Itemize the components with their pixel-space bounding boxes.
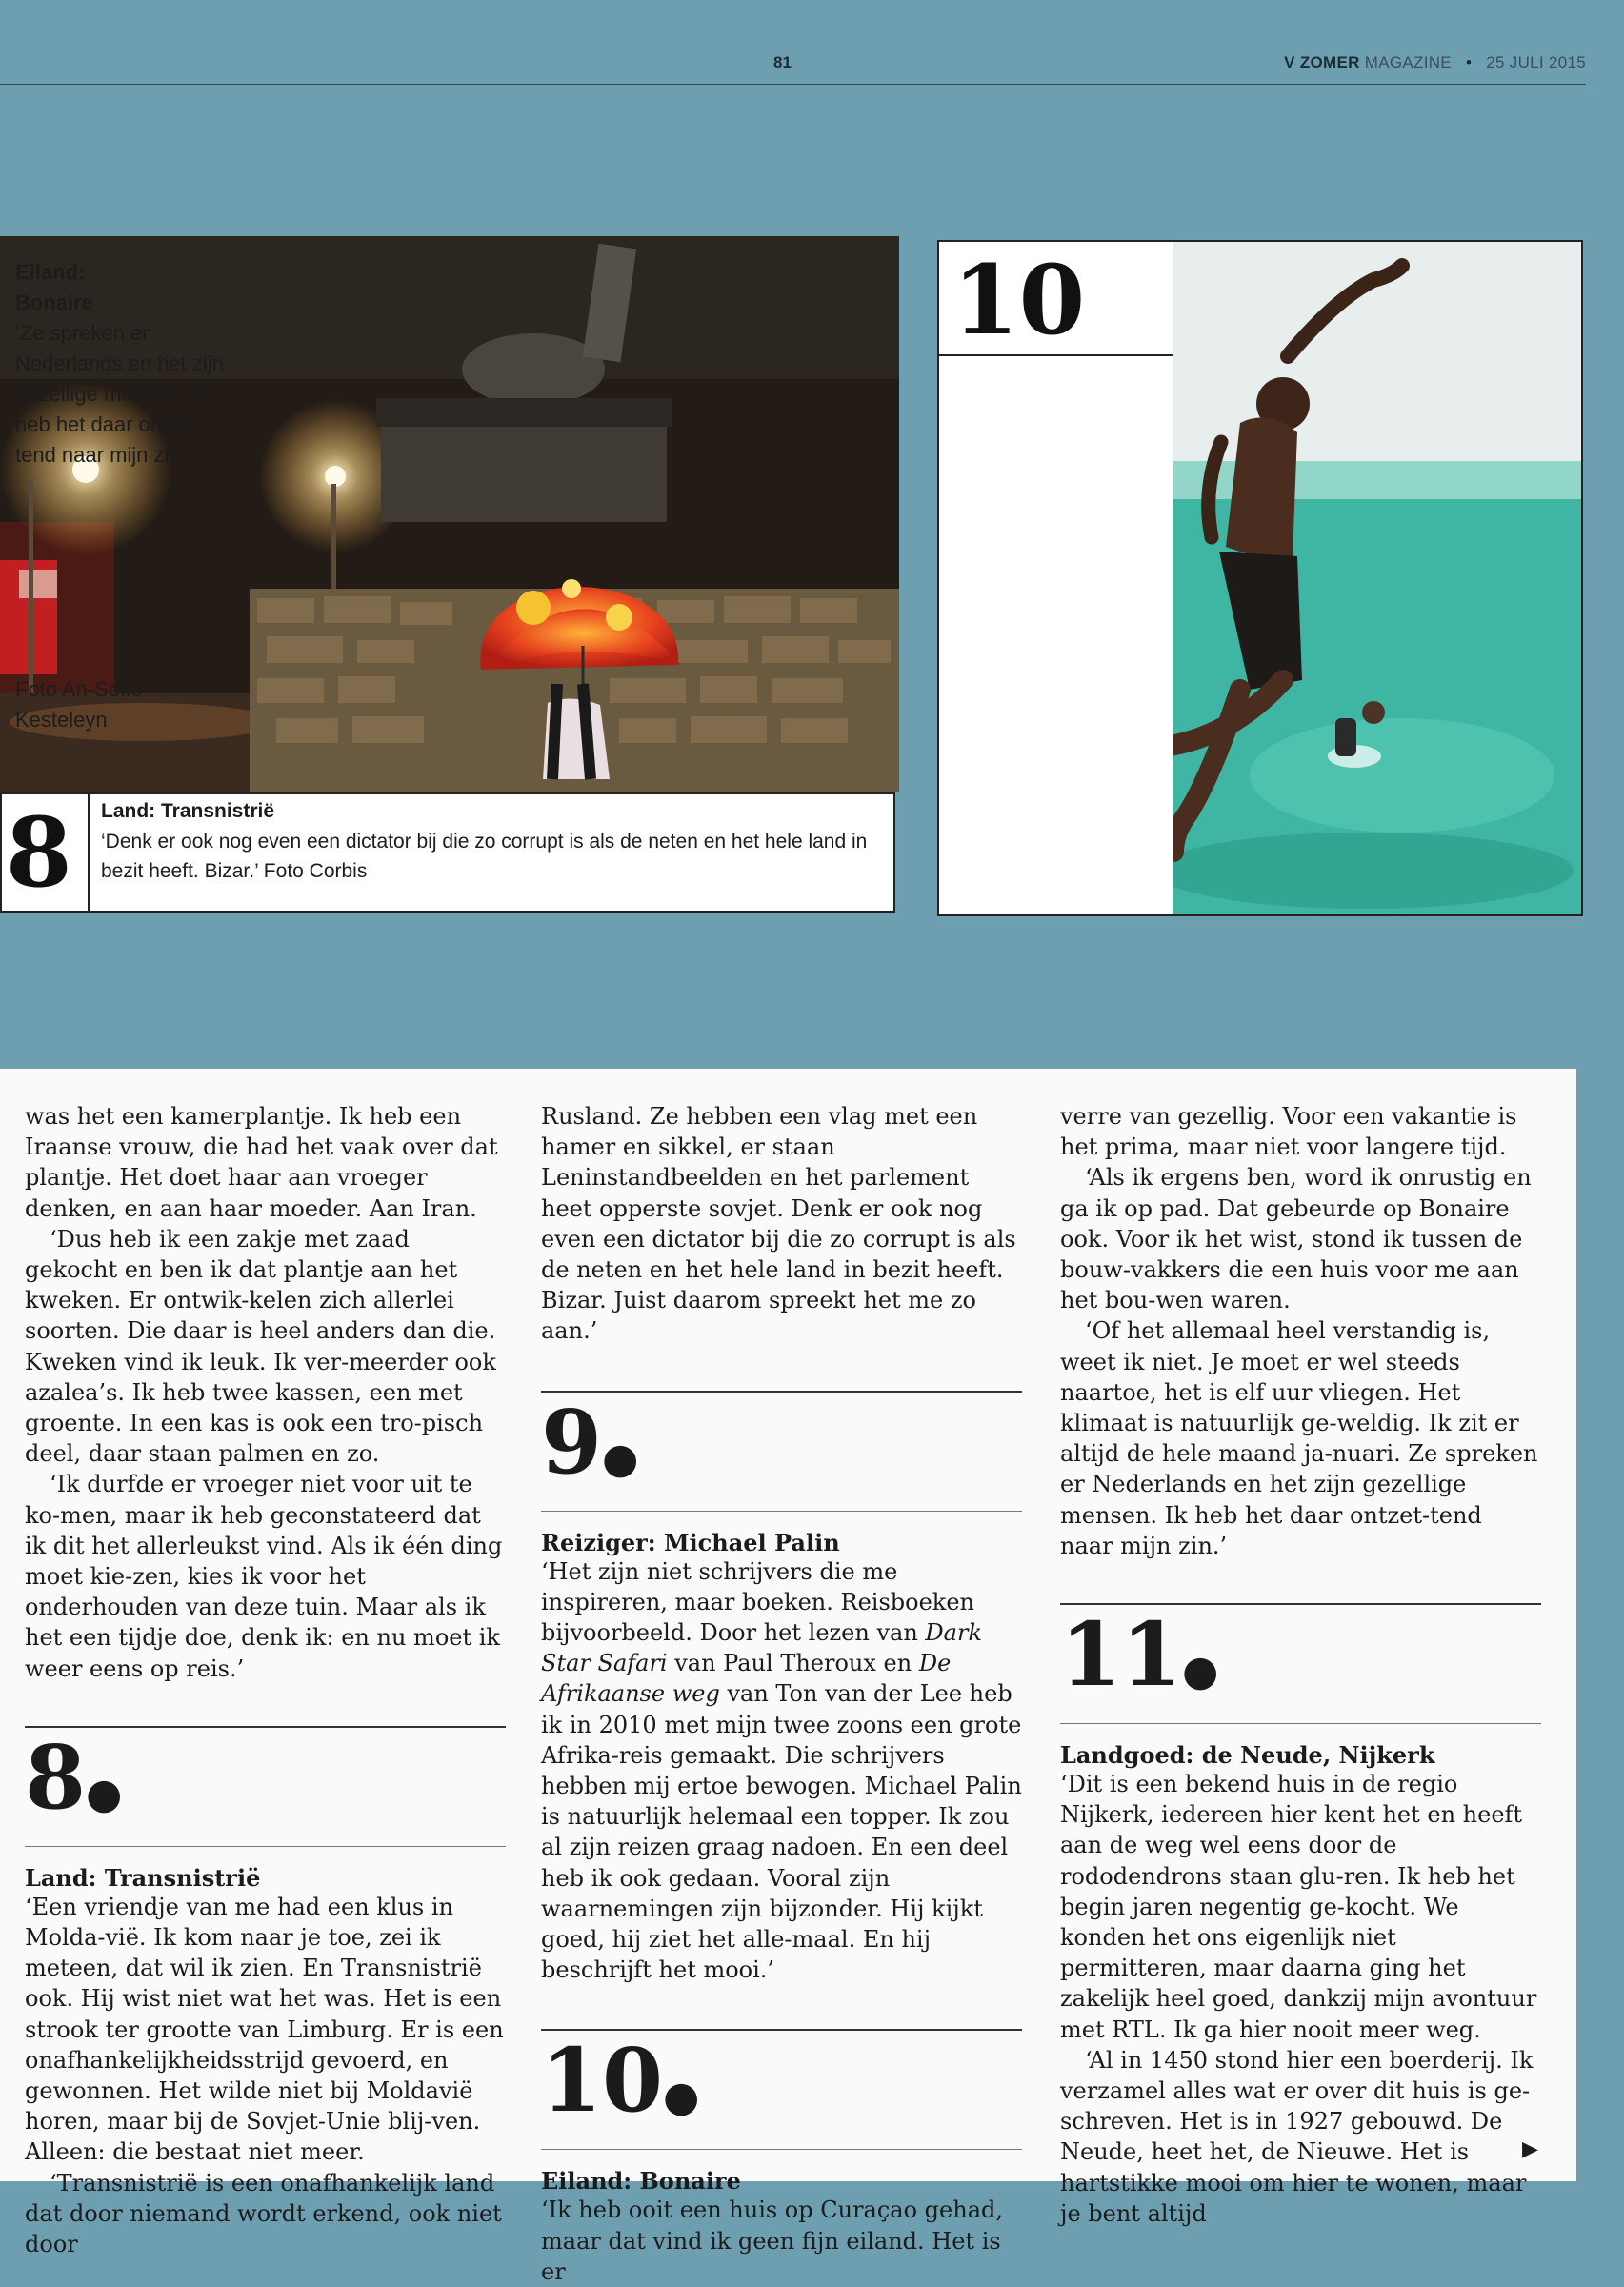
box-number: 10 — [952, 244, 1086, 356]
section-rule-thin — [1060, 1723, 1541, 1724]
paragraph: ‘Als ik ergens ben, word ik onrustig en ga ik op pad. Dat gebeurde op Bonaire ook. Voor ik het wist, stond ik tussen de bouw-vakkers die een huis voor me aan het bou-wen waren. — [1060, 1164, 1532, 1314]
section-title: Eiland: Bonaire — [541, 2167, 741, 2196]
section-number-8: 8● — [25, 1725, 123, 1829]
paragraph: ‘Dit is een bekend huis in de regio Nijkerk, iedereen hier kent het en heeft aan de weg wel eens door de rododendrons staan glu-ren. Ik heb het begin jaren negentig ge-kocht. We konden het ons eigenlijk niet permitteren, maar daarna ging het zakelijk heel goed, dankzij mijn avontuur met RTL. Ik ga hier nooit meer weg. — [1060, 1771, 1537, 2043]
section-number-value: 11 — [1060, 1603, 1183, 1707]
header-rule — [0, 84, 1586, 85]
caption-transnistria — [0, 792, 895, 913]
section-number-11: 11● — [1060, 1603, 1219, 1707]
section-rule-thin — [25, 1846, 506, 1847]
caption-number-cell — [2, 794, 90, 911]
paragraph: ‘Dus heb ik een zakje met zaad gekocht en ben ik dat plantje aan het kweken. Er ontwik-kelen zich allerlei soorten. Die daar is heel anders dan die. Kweken vind ik leuk. Ik ver-meerder ook azalea’s. Ik heb twee kassen, een met groente. In een kas is ook een tro-pisch deel, daar staan palmen en zo. — [25, 1225, 496, 1468]
masthead-separator: • — [1465, 53, 1473, 71]
section-number-9: 9● — [541, 1390, 639, 1494]
section-number-value: 8 — [25, 1725, 87, 1829]
book-title: De Afrikaanse weg — [541, 1650, 952, 1708]
section-title: Reiziger: Michael Palin — [541, 1528, 840, 1556]
text-run: van Ton van der Lee heb ik in 2010 met mijn twee zoons een grote Afrika-reis gemaakt. Die schrijvers hebben mij ertoe bewogen. Michael Palin is natuurlijk helemaal een topper. Ik zou al zijn reizen graag nadoen. En een deel heb ik ook gedaan. Vooral zijn waarnemingen zijn bijzonder. Hij kijkt goed, hij ziet het alle-maal. En hij beschrijft het mooi.’ — [541, 1680, 1022, 1984]
paragraph: ‘Ik heb ooit een huis op Curaçao gehad, maar dat vind ik geen fijn eiland. Het is er — [541, 2197, 1004, 2285]
box-text-cell — [939, 354, 1175, 914]
article-column-1 — [25, 1101, 506, 2259]
paragraph: Rusland. Ze hebben een vlag met een hamer en sikkel, er staan Leninstandbeelden en het parlement heet opperste sovjet. Denk er ook nog even een dictator bij die zo corrupt is als de neten en het hele land in bezit heeft. Bizar. Juist daarom spreekt het me zo aan.’ — [541, 1103, 1016, 1345]
paragraph: ‘Of het allemaal heel verstandig is, weet ik niet. Je moet er wel steeds naartoe, het is elf uur vliegen. Het klimaat is natuurlijk ge-weldig. Ik zit er altijd de hele maand ja-nuari. Ze spreken er Nederlands en het zijn gezellige mensen. Ik heb het daar ontzet-tend naar mijn zin.’ — [1060, 1317, 1538, 1559]
section-rule — [25, 1726, 506, 1728]
paragraph: was het een kamerplantje. Ik heb een Iraanse vrouw, die had het vaak over dat plantje. Het doet haar aan vroeger denken, en aan haar moeder. Aan Iran. — [25, 1103, 498, 1222]
photo-bonaire-illustration — [1173, 242, 1581, 914]
paragraph — [541, 1556, 1022, 1986]
book-title: Dark Star Safari — [541, 1619, 982, 1677]
section-number-10: 10● — [541, 2029, 700, 2133]
article-column-2 — [541, 1101, 1022, 2287]
section-rule-thin — [541, 2149, 1022, 2150]
box-photo-credit: Foto An-Sofie Kesteleyn — [15, 677, 143, 732]
paragraph: ‘Een vriendje van me had een klus in Molda-vië. Ik kom naar je toe, zei ik meteen, dat wil ik zien. En Transnistrië ook. Hij wist niet wat het was. Het is een strook ter grootte van Limburg. Er is een onafhankelijkheidsstrijd gevoerd, en gewonnen. Het wilde niet bij Moldavië horen, maar bij de Sovjet-Unie blij-ven. Alleen: die bestaat niet meer. — [25, 1893, 504, 2166]
section-title: Landgoed: de Neude, Nijkerk — [1060, 1741, 1435, 1770]
box-number-cell — [939, 242, 1175, 356]
section-rule — [541, 1391, 1022, 1393]
photo-bonaire — [1173, 242, 1581, 914]
page-number: 81 — [773, 53, 792, 71]
masthead-magazine: MAGAZINE — [1364, 53, 1452, 71]
masthead — [1284, 53, 1586, 72]
box-title-line2: Bonaire — [15, 291, 93, 314]
section-rule-thin — [541, 1511, 1022, 1512]
text-run: van Paul Theroux en — [667, 1650, 919, 1677]
caption-number: 8 — [6, 796, 72, 909]
paragraph: ‘Al in 1450 stond hier een boerderij. Ik verzamel alles wat er over dit huis is ge-schreven. Het is in 1927 gebouwd. De Neude, heet het, de Nieuwe. Het is hartstikke mooi om hier te wonen, maar je bent altijd — [1060, 2046, 1534, 2227]
paragraph: ‘Transnistrië is een onafhankelijk land dat door niemand wordt erkend, ook niet door — [25, 2169, 502, 2258]
box-title-line1: Eiland: — [15, 260, 86, 284]
text-run: ‘Het zijn niet schrijvers die me inspireren, maar boeken. Reisboeken bijvoorbeeld. Door het lezen van — [541, 1557, 974, 1647]
article-column-3 — [1060, 1101, 1541, 2229]
caption-text: ‘Denk er ook nog even een dictator bij die zo corrupt is als de neten en het hele land in bezit heeft. Bizar.’ Foto Corbis — [101, 831, 868, 882]
section-number-value: 10 — [541, 2029, 664, 2133]
caption-title: Land: Transnistrië — [101, 800, 275, 822]
box-quote: ‘Ze spreken er Nederlands en het zijn gezellige mensen. Ik heb het daar ontzet-tend naar mijn zin.’ — [15, 321, 224, 467]
paragraph: verre van gezellig. Voor een vakantie is het prima, maar niet voor langere tijd. — [1060, 1103, 1517, 1161]
article-body — [0, 1069, 1576, 2285]
box-title — [15, 257, 225, 318]
continue-arrow-icon: ▶ — [1522, 2137, 1538, 2161]
paragraph: ‘Ik durfde er vroeger niet voor uit te ko-men, maar ik heb geconstateerd dat ik dit het allerleukst vind. Als ik één ding moet kie-zen, kies ik voor het onderhouden van deze tuin. Maar als ik het een tijdje doe, denk ik: en nu moet ik weer eens op reis.’ — [25, 1471, 503, 1682]
section-number-value: 9 — [541, 1390, 603, 1494]
section-title: Land: Transnistrië — [25, 1863, 261, 1892]
masthead-brand: V ZOMER — [1284, 53, 1360, 71]
masthead-date: 25 JULI 2015 — [1486, 53, 1586, 71]
